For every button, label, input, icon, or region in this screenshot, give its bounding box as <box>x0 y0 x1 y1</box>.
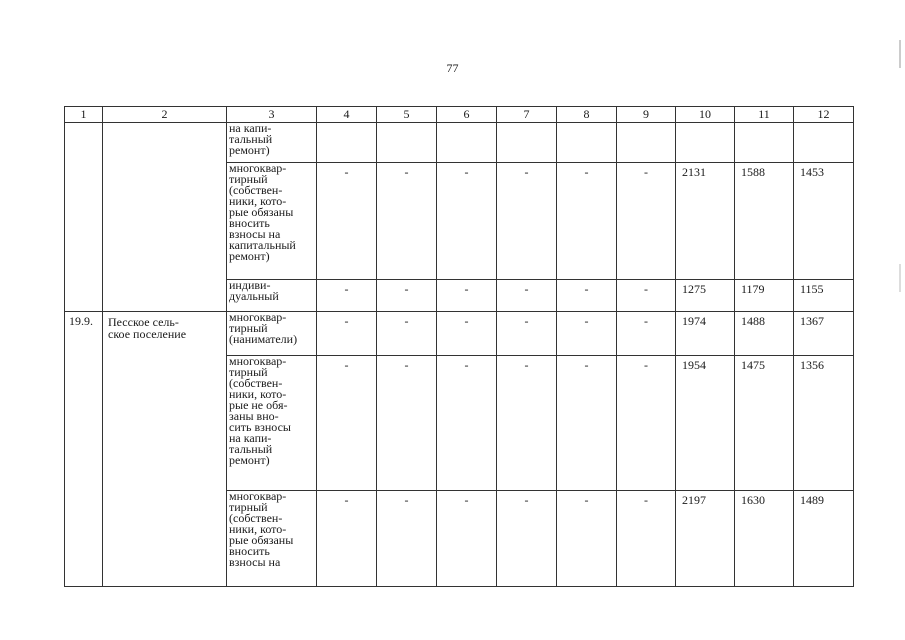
housing-type-line: ники, кото- <box>229 387 287 401</box>
column-header: 1 <box>65 107 103 123</box>
value-cell-amount <box>676 123 735 163</box>
value-cell-amount: 1588 <box>735 163 794 280</box>
column-header: 3 <box>227 107 317 123</box>
value-cell-dash: - <box>557 356 617 491</box>
value-cell-amount: 1974 <box>676 312 735 356</box>
housing-type-line: индиви- <box>229 279 271 292</box>
value-cell-dash: - <box>377 163 437 280</box>
column-header: 8 <box>557 107 617 123</box>
value-cell-dash: - <box>617 491 676 587</box>
housing-type-line: капитальный <box>229 238 296 252</box>
table-row <box>65 280 854 312</box>
housing-type-line: рые не обя- <box>229 398 288 412</box>
housing-type-line: ники, кото- <box>229 522 287 536</box>
value-cell-dash: - <box>557 280 617 312</box>
housing-type-line: вносить <box>229 216 270 230</box>
column-header: 10 <box>676 107 735 123</box>
value-cell-dash <box>497 123 557 163</box>
value-cell-dash: - <box>377 280 437 312</box>
housing-type-line: рые обязаны <box>229 533 294 547</box>
housing-type-line: ремонт) <box>229 249 270 263</box>
value-cell-dash: - <box>617 280 676 312</box>
value-cell-dash <box>617 123 676 163</box>
value-cell-dash: - <box>557 312 617 356</box>
value-cell-dash: - <box>317 491 377 587</box>
value-cell-dash: - <box>497 312 557 356</box>
table-row <box>65 356 854 491</box>
housing-type-line: тальный <box>229 442 273 456</box>
value-cell-dash: - <box>497 491 557 587</box>
settlement-cell <box>103 491 227 587</box>
value-cell-amount: 1475 <box>735 356 794 491</box>
settlement-cell <box>103 163 227 280</box>
housing-type-cell <box>227 312 317 356</box>
housing-type-line: ремонт) <box>229 143 270 157</box>
value-cell-dash <box>437 123 497 163</box>
column-header: 12 <box>794 107 854 123</box>
housing-type-line: взносы на <box>229 227 281 241</box>
header-row <box>65 107 854 123</box>
housing-type-line: тальный <box>229 132 273 146</box>
value-cell-dash: - <box>437 312 497 356</box>
value-cell-dash <box>557 123 617 163</box>
value-cell-amount <box>794 123 854 163</box>
value-cell-dash: - <box>497 356 557 491</box>
column-header: 4 <box>317 107 377 123</box>
housing-type-line: (собствен- <box>229 511 283 525</box>
housing-type-line: на капи- <box>229 431 272 445</box>
value-cell-dash: - <box>617 163 676 280</box>
housing-type-cell <box>227 491 317 587</box>
column-header: 9 <box>617 107 676 123</box>
value-cell-amount: 1489 <box>794 491 854 587</box>
value-cell-dash: - <box>437 491 497 587</box>
housing-type-cell <box>227 163 317 280</box>
value-cell-dash: - <box>437 163 497 280</box>
value-cell-amount: 1275 <box>676 280 735 312</box>
housing-type-cell <box>227 356 317 491</box>
row-number-cell <box>65 356 103 491</box>
value-cell-dash: - <box>497 280 557 312</box>
row-number-cell <box>65 280 103 312</box>
housing-type-line: многоквар- <box>229 490 287 503</box>
column-header: 11 <box>735 107 794 123</box>
value-cell-dash <box>317 123 377 163</box>
settlement-cell <box>103 356 227 491</box>
value-cell-amount: 1954 <box>676 356 735 491</box>
table-row <box>65 491 854 587</box>
value-cell-dash: - <box>557 163 617 280</box>
housing-type-line: тирный <box>229 172 268 186</box>
column-header: 7 <box>497 107 557 123</box>
housing-type-line: тирный <box>229 365 268 379</box>
settlement-cell <box>103 312 227 356</box>
housing-type-line: (наниматели) <box>229 332 298 346</box>
column-header: 2 <box>103 107 227 123</box>
housing-type-line: сить взносы <box>229 420 291 434</box>
value-cell-amount: 1179 <box>735 280 794 312</box>
value-cell-dash: - <box>617 312 676 356</box>
housing-type-line: ники, кото- <box>229 194 287 208</box>
value-cell-amount: 1155 <box>794 280 854 312</box>
value-cell-dash: - <box>617 356 676 491</box>
housing-type-cell <box>227 123 317 163</box>
table-row <box>65 312 854 356</box>
value-cell-amount: 1367 <box>794 312 854 356</box>
value-cell-dash: - <box>437 280 497 312</box>
housing-type-line: (собствен- <box>229 183 283 197</box>
scan-edge-mark <box>899 40 901 600</box>
value-cell-amount: 1488 <box>735 312 794 356</box>
value-cell-amount: 1453 <box>794 163 854 280</box>
housing-type-line: на капи- <box>229 122 272 135</box>
housing-type-line: тирный <box>229 500 268 514</box>
housing-type-line: вносить <box>229 544 270 558</box>
housing-type-line: (собствен- <box>229 376 283 390</box>
housing-type-line: рые обязаны <box>229 205 294 219</box>
column-header: 6 <box>437 107 497 123</box>
settlement-name-line: ское поселение <box>108 327 187 341</box>
page-number: 77 <box>446 61 459 75</box>
housing-type-line: многоквар- <box>229 311 287 324</box>
row-number-cell: 19.9. <box>65 312 103 356</box>
value-cell-amount: 2197 <box>676 491 735 587</box>
value-cell-dash: - <box>317 312 377 356</box>
housing-type-line: многоквар- <box>229 355 287 368</box>
value-cell-dash: - <box>317 280 377 312</box>
settlement-name-line: Песское сель- <box>108 315 179 329</box>
row-number-cell <box>65 163 103 280</box>
housing-type-line: заны вно- <box>229 409 279 423</box>
housing-type-line: ремонт) <box>229 453 270 467</box>
value-cell-dash: - <box>557 491 617 587</box>
column-header: 5 <box>377 107 437 123</box>
housing-type-line: взносы на <box>229 555 281 569</box>
value-cell-amount: 2131 <box>676 163 735 280</box>
value-cell-dash: - <box>377 356 437 491</box>
value-cell-dash: - <box>317 163 377 280</box>
value-cell-dash <box>377 123 437 163</box>
value-cell-dash: - <box>317 356 377 491</box>
value-cell-amount: 1356 <box>794 356 854 491</box>
settlement-cell <box>103 123 227 163</box>
housing-type-cell <box>227 280 317 312</box>
value-cell-amount: 1630 <box>735 491 794 587</box>
settlement-cell <box>103 280 227 312</box>
housing-type-line: тирный <box>229 321 268 335</box>
housing-type-line: многоквар- <box>229 162 287 175</box>
value-cell-dash: - <box>377 312 437 356</box>
table-row <box>65 163 854 280</box>
tariff-table <box>64 106 854 587</box>
housing-type-line: дуальный <box>229 289 279 303</box>
value-cell-amount <box>735 123 794 163</box>
row-number-cell <box>65 123 103 163</box>
value-cell-dash: - <box>437 356 497 491</box>
row-number-cell <box>65 491 103 587</box>
value-cell-dash: - <box>497 163 557 280</box>
table-row <box>65 123 854 163</box>
value-cell-dash: - <box>377 491 437 587</box>
